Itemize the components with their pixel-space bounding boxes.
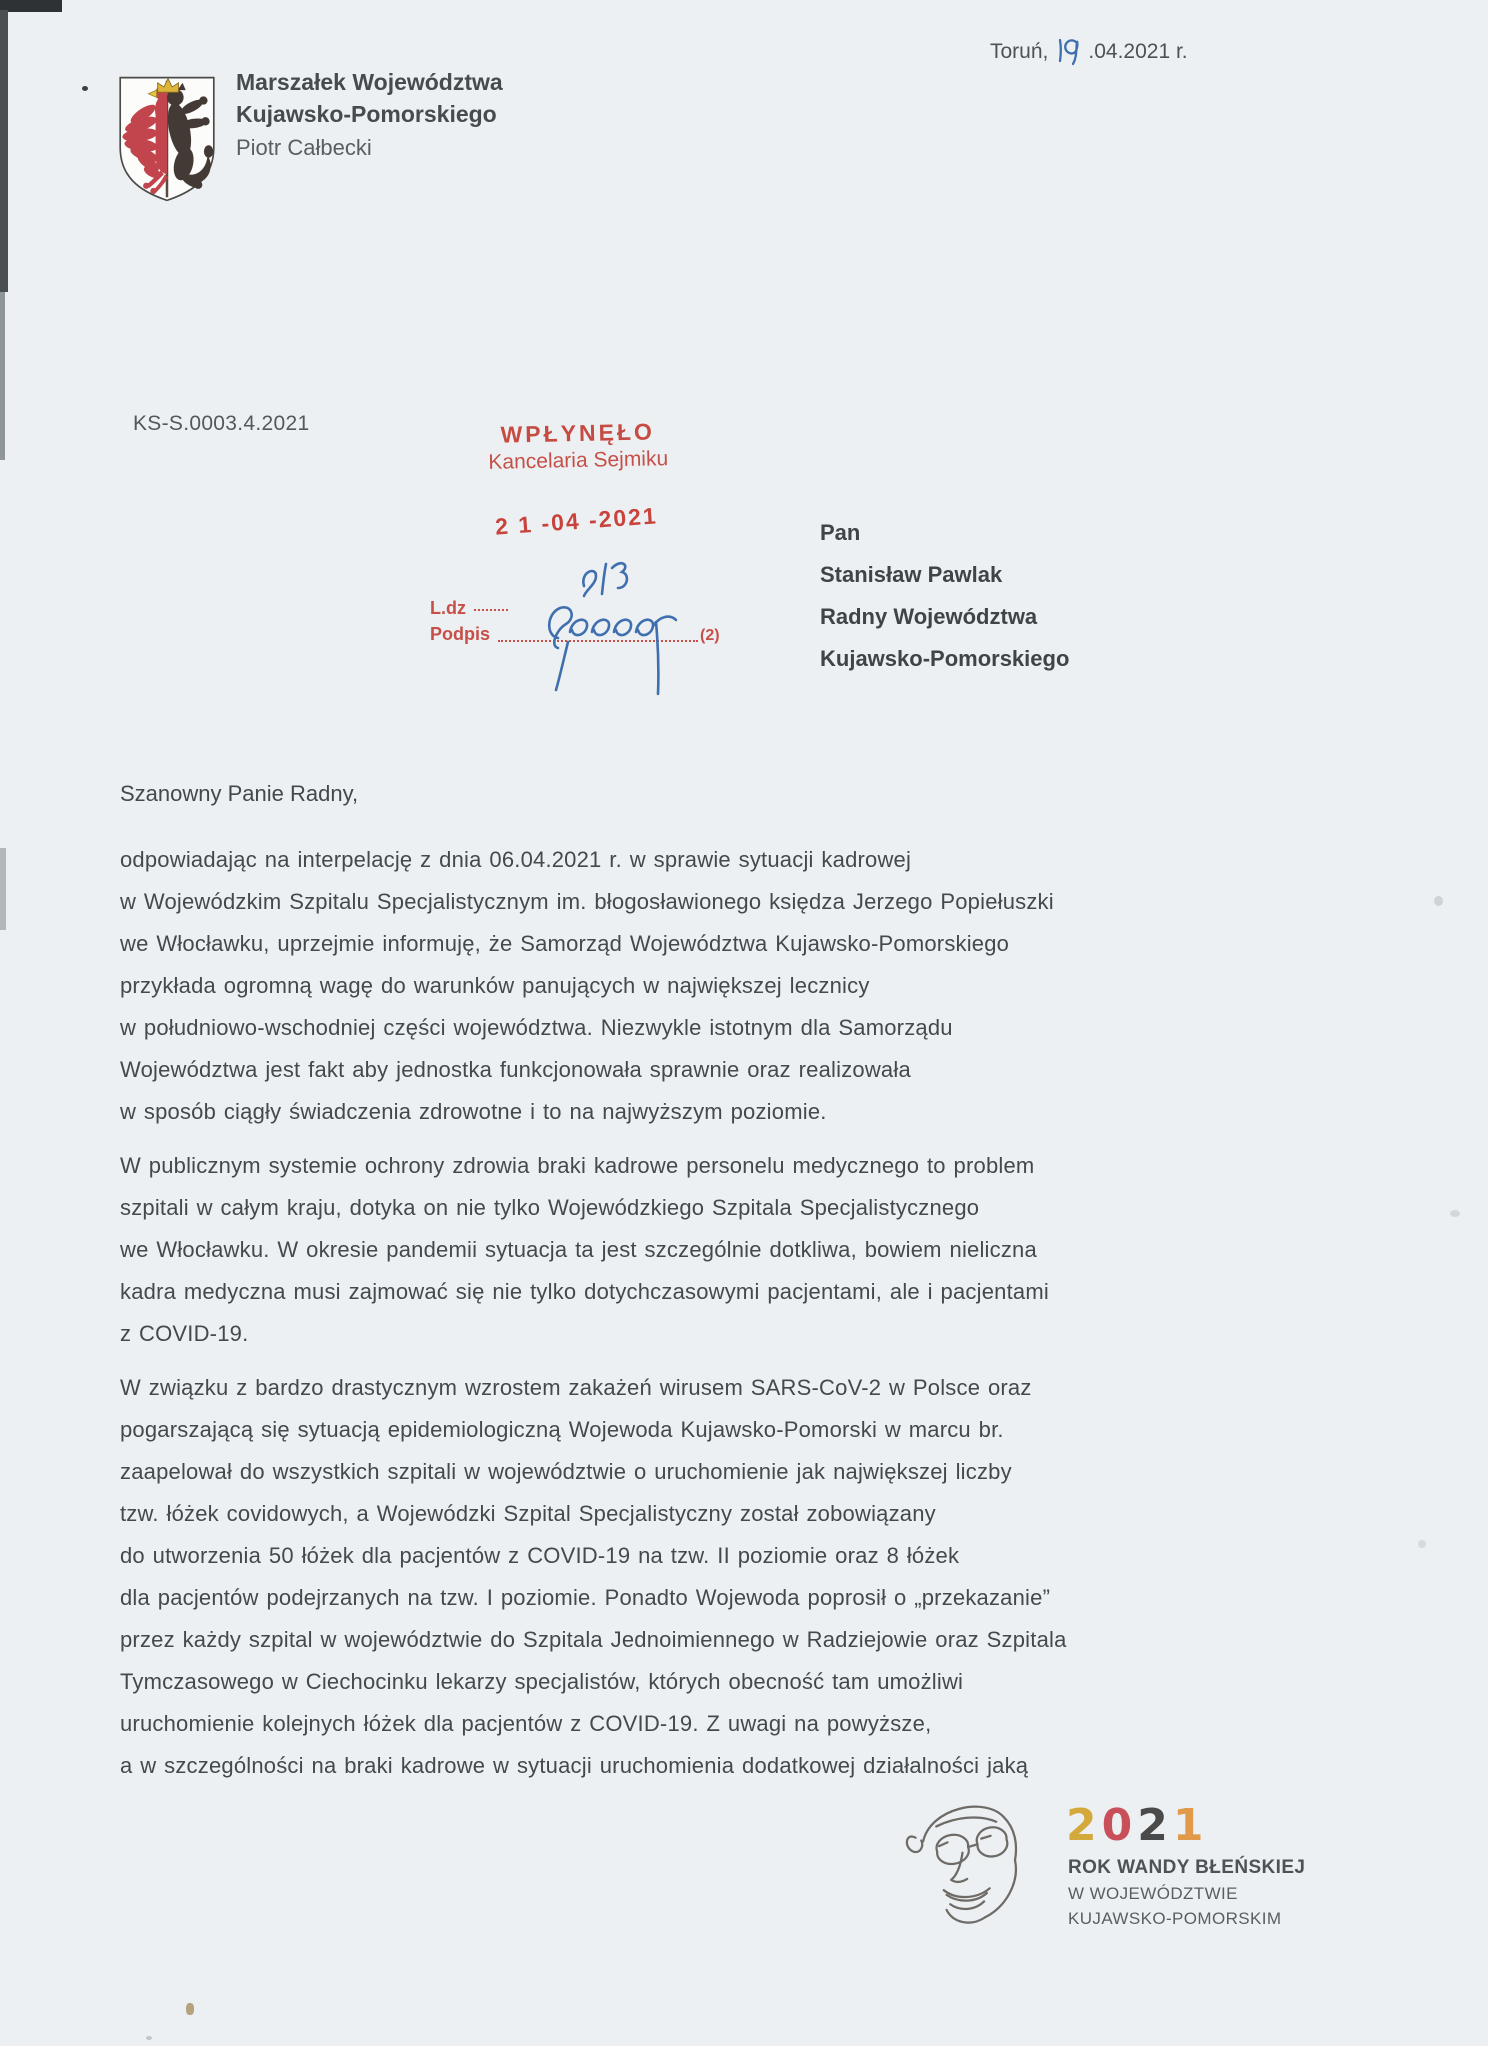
- body-text-line: tzw. łóżek covidowych, a Wojewódzki Szpital Specjalistyczny został zobowiązany: [120, 1501, 936, 1526]
- intake-stamp: [427, 417, 728, 476]
- salutation: Szanowny Panie Radny,: [120, 781, 359, 806]
- sender-block: [236, 66, 503, 164]
- date-rest: .04.2021 r.: [1088, 40, 1188, 63]
- body-text-line: odpowiadając na interpelację z dnia 06.04.2021 r. w sprawie sytuacji kadrowej: [120, 847, 912, 872]
- stamp-office: Kancelaria Sejmiku: [488, 447, 669, 474]
- year-digit: 1: [1172, 1800, 1209, 1851]
- sender-title-line1: Marszałek Województwa: [236, 69, 503, 95]
- footer-logo-subtitle-2: KUJAWSKO-POMORSKIM: [1068, 1909, 1282, 1928]
- stamp-ldz-row: [430, 598, 508, 619]
- body-text-line: pogarszającą się sytuacją epidemiologiczną Wojewoda Kujawsko-Pomorski w marcu br.: [120, 1417, 1004, 1442]
- body-text-line: kadra medyczna musi zajmować się nie tylko dotychczasowymi pacjentami, ale i pacjentami: [120, 1279, 1049, 1304]
- date-city: Toruń,: [990, 40, 1049, 63]
- body-text-line: w sposób ciągły świadczenia zdrowotne i to na najwyższym poziomie.: [120, 1099, 827, 1124]
- podpis-label: Podpis: [430, 624, 491, 644]
- body-text-line: Województwa jest fakt aby jednostka funkcjonowała sprawnie oraz realizowała: [120, 1057, 911, 1082]
- body-text-line: a w szczególności na braki kadrowe w sytuacji uruchomienia dodatkowej działalności jaką: [120, 1753, 1029, 1778]
- body-text-line: W związku z bardzo drastycznym wzrostem zakażeń wirusem SARS-CoV-2 w Polsce oraz: [120, 1375, 1032, 1400]
- scan-speck: [1450, 1210, 1460, 1217]
- body-text-line: z COVID-19.: [120, 1321, 249, 1346]
- stamp-date: 2 1 -04 -2021: [494, 502, 659, 540]
- scan-speck: [186, 2003, 194, 2015]
- recipient-honorific: Pan: [820, 520, 861, 545]
- body-text-line: zaapelował do wszystkich szpitali w województwie o uruchomienie jak największej liczby: [120, 1459, 1012, 1484]
- footer-logo-title: ROK WANDY BŁEŃSKIEJ: [1068, 1857, 1306, 1878]
- handwritten-day-icon: [1052, 34, 1086, 68]
- wanda-blenska-sketch-icon: [895, 1792, 1045, 1934]
- recipient-title-line1: Radny Województwa: [820, 604, 1038, 629]
- scan-edge-artifact: [0, 292, 5, 460]
- paragraph-2: [120, 1145, 1420, 1355]
- body-text-line: przez każdy szpital w województwie do Szpitala Jednoimiennego w Radziejowie oraz Szpitala: [120, 1627, 1067, 1652]
- year-digit: 2: [1066, 1800, 1102, 1851]
- body-text-line: W publicznym systemie ochrony zdrowia braki kadrowe personelu medycznego to problem: [120, 1153, 1035, 1178]
- body-text-line: w południowo-wschodniej części województwa. Niezwykle istotnym dla Samorządu: [120, 1015, 953, 1040]
- scan-speck: [1434, 896, 1443, 906]
- scan-edge-artifact: [0, 10, 8, 292]
- coat-of-arms-icon: [115, 72, 219, 206]
- copy-number: (2): [700, 627, 720, 644]
- year-digit: 0: [1101, 1800, 1138, 1851]
- recipient-name: Stanisław Pawlak: [820, 562, 1003, 587]
- scan-speck: [82, 86, 88, 91]
- recipient-block: [820, 512, 1069, 680]
- body-text-line: dla pacjentów podejrzanych na tzw. I poziomie. Ponadto Wojewoda poprosił o „przekazanie”: [120, 1585, 1051, 1610]
- scan-edge-artifact: [0, 848, 6, 930]
- scan-speck: [146, 2036, 152, 2040]
- body-text-line: Tymczasowego w Ciechocinku lekarzy specjalistów, których obecność tam umożliwi: [120, 1669, 964, 1694]
- body-text-line: w Wojewódzkim Szpitalu Specjalistycznym im. błogosławionego księdza Jerzego Popiełuszki: [120, 889, 1054, 914]
- paragraph-3: [120, 1367, 1420, 1787]
- date-line: [990, 40, 1188, 68]
- body-text-line: do utworzenia 50 łóżek dla pacjentów z COVID-19 na tzw. II poziomie oraz 8 łóżek: [120, 1543, 960, 1568]
- signature-scribble-icon: [528, 552, 718, 702]
- ldz-label: L.dz: [430, 598, 466, 618]
- footer-logo-subtitle-1: W WOJEWÓDZTWIE: [1068, 1884, 1238, 1903]
- sender-title-line2: Kujawsko-Pomorskiego: [236, 101, 497, 127]
- sender-name: Piotr Całbecki: [236, 135, 372, 160]
- paragraph-1: [120, 839, 1420, 1133]
- year-2021: [1066, 1800, 1209, 1851]
- body-text-line: uruchomienie kolejnych łóżek dla pacjentów z COVID-19. Z uwagi na powyższe,: [120, 1711, 932, 1736]
- year-digit: 2: [1137, 1800, 1173, 1851]
- body-text-line: przykłada ogromną wagę do warunków panujących w największej lecznicy: [120, 973, 870, 998]
- stamp-title: WPŁYNĘŁO: [500, 418, 656, 448]
- recipient-title-line2: Kujawsko-Pomorskiego: [820, 646, 1070, 671]
- scan-edge-artifact: [0, 0, 62, 12]
- body-text-line: we Włocławku, uprzejmie informuję, że Samorząd Województwa Kujawsko-Pomorskiego: [120, 931, 1010, 956]
- body-text-line: we Włocławku. W okresie pandemii sytuacja ta jest szczególnie dotkliwa, bowiem nieliczna: [120, 1237, 1037, 1262]
- reference-number: KS-S.0003.4.2021: [133, 412, 310, 435]
- body-text-line: szpitali w całym kraju, dotyka on nie tylko Wojewódzkiego Szpitala Specjalistycznego: [120, 1195, 980, 1220]
